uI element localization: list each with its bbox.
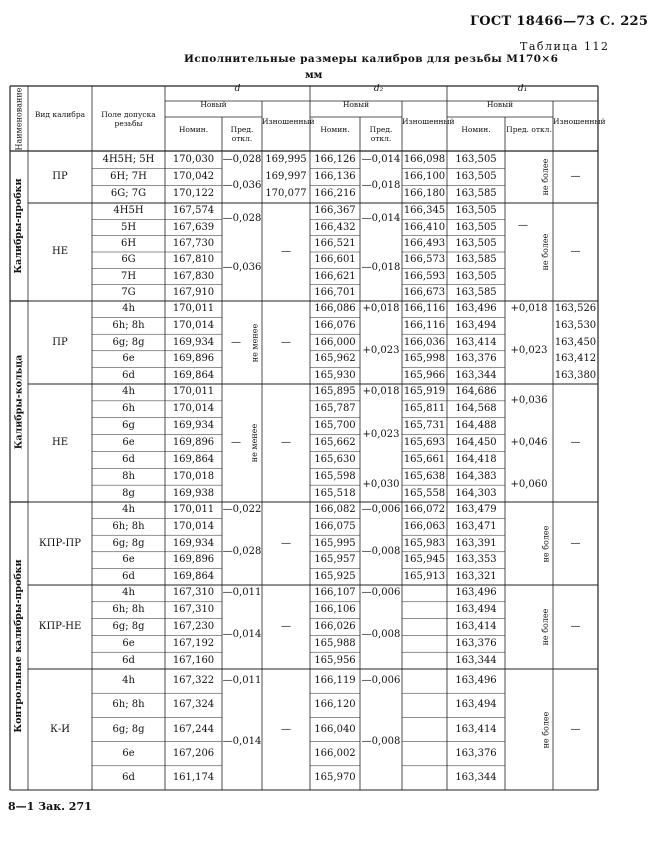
d-nomin-30: 167,160	[172, 654, 215, 666]
merged-41: +0,060	[510, 479, 548, 491]
merged-28: +0,023	[362, 428, 400, 440]
standard-header: ГОСТ 18466—73 С. 225	[470, 14, 648, 29]
merged-25: +0,018	[362, 303, 400, 315]
d-nomin-31: 167,322	[172, 675, 215, 687]
d2-worn-16: 165,731	[403, 420, 446, 432]
merged-2: —0,028	[222, 213, 262, 225]
header-novyi-1: Новый	[342, 100, 370, 109]
merged-24: —0,018	[361, 262, 401, 274]
merged-32: —0,006	[361, 587, 401, 599]
d-nomin-5: 167,730	[172, 237, 215, 249]
d-nomin-11: 169,934	[172, 336, 215, 348]
d1-nomin-21: 163,479	[455, 504, 497, 516]
tol-10: 6h; 8h	[112, 319, 145, 331]
tol-18: 6d	[122, 453, 135, 465]
d1-nomin-31: 163,496	[455, 675, 497, 687]
unit-label: мм	[305, 70, 323, 81]
d-nomin-34: 167,206	[172, 747, 215, 759]
tol-25: 6d	[122, 570, 135, 582]
merged-23: —0,014	[361, 213, 401, 225]
d2-nomin-12: 165,962	[314, 353, 356, 365]
merged-0: —0,028	[222, 153, 262, 165]
d2-worn-11: 166,036	[403, 336, 446, 348]
d1-nomin-16: 164,488	[455, 420, 497, 432]
d-nomin-15: 170,014	[172, 403, 215, 415]
d2-nomin-9: 166,086	[314, 303, 356, 315]
d2-nomin-15: 165,787	[314, 403, 356, 415]
tol-22: 6h; 8h	[112, 520, 145, 532]
d1-nomin-9: 163,496	[455, 303, 497, 315]
d1-worn-13: 163,380	[554, 369, 597, 381]
d2-worn-18: 165,661	[403, 453, 446, 465]
d2-nomin-4: 166,432	[314, 221, 356, 233]
merged-6: —0,011	[222, 587, 262, 599]
merged-36: —	[518, 220, 528, 231]
d-nomin-29: 167,192	[172, 637, 215, 649]
tol-0: 4H5H; 5H	[102, 153, 155, 165]
d2-worn-19: 165,638	[403, 470, 446, 482]
d2-nomin-17: 165,662	[314, 437, 356, 448]
d1-nomin-7: 163,505	[455, 270, 497, 282]
group-label-2: Контрольные калибры-пробки	[13, 559, 24, 733]
d2-worn-8: 166,673	[403, 286, 446, 298]
d2-nomin-35: 165,970	[314, 771, 356, 783]
d1-nomin-13: 163,344	[455, 369, 497, 381]
d-nomin-19: 170,018	[172, 470, 215, 482]
d2-worn-23: 165,983	[403, 537, 446, 549]
merged-35: —0,008	[361, 735, 401, 747]
merged-42: —	[570, 171, 581, 182]
tol-19: 8h	[122, 470, 135, 482]
d-nomin-4: 167,639	[172, 221, 215, 233]
merged-26: +0,023	[362, 344, 400, 356]
merged-3: —0,036	[222, 262, 262, 274]
d2-nomin-16: 165,700	[314, 420, 356, 432]
d1-nomin-1: 163,505	[455, 171, 497, 182]
tol-1: 6H; 7H	[110, 171, 147, 182]
d2-nomin-13: 165,930	[314, 369, 356, 381]
d2-worn-0: 166,098	[403, 153, 446, 165]
merged-33: —0,008	[361, 629, 401, 641]
merged-9: —0,014	[222, 735, 262, 747]
header-d2: d₂	[373, 83, 384, 94]
merged-34: —0,006	[361, 675, 401, 687]
d2-nomin-10: 166,076	[314, 319, 356, 331]
d1-nomin-35: 163,344	[455, 771, 497, 783]
d1-nomin-10: 163,494	[455, 319, 497, 331]
d2-nomin-34: 166,002	[314, 747, 356, 759]
merged-38: +0,023	[510, 344, 548, 356]
tol-6: 6G	[121, 254, 136, 266]
header-iznosh-1: Изношенный	[402, 117, 455, 126]
d-nomin-12: 169,896	[172, 353, 215, 365]
d-nomin-3: 167,574	[172, 205, 215, 217]
d2-worn-10: 166,116	[403, 319, 446, 331]
d2-worn-5: 166,493	[403, 237, 446, 249]
d2-nomin-33: 166,040	[314, 723, 356, 735]
tol-11: 6g; 8g	[112, 336, 145, 348]
d2-nomin-20: 165,518	[314, 487, 356, 499]
d2-worn-15: 165,811	[403, 403, 446, 415]
d1-nomin-32: 163,494	[455, 699, 497, 711]
d-nomin-21: 170,011	[172, 504, 215, 516]
header-pred-0: Пред. откл.	[230, 125, 254, 143]
tol-8: 7G	[121, 286, 136, 298]
header-novyi-0: Новый	[200, 100, 227, 109]
merged-22: —0,018	[361, 179, 401, 191]
d-nomin-24: 169,896	[172, 554, 215, 566]
d1-nomin-28: 163,414	[455, 621, 497, 632]
d1-nomin-27: 163,494	[455, 604, 497, 616]
limit-note-6: не более	[541, 711, 550, 748]
d1-nomin-15: 164,568	[455, 403, 497, 415]
d2-nomin-1: 166,136	[314, 171, 356, 182]
tol-32: 6h; 8h	[112, 699, 145, 711]
tol-35: 6d	[122, 771, 135, 783]
tol-13: 6d	[122, 369, 135, 381]
merged-19: —	[281, 621, 291, 632]
d2-nomin-31: 166,119	[314, 675, 356, 687]
tol-14: 4h	[122, 386, 135, 398]
d2-worn-7: 166,593	[403, 270, 446, 282]
d2-worn-13: 165,966	[403, 369, 446, 381]
d-nomin-25: 169,864	[172, 570, 215, 582]
d2-worn-25: 165,913	[403, 570, 446, 582]
d2-nomin-6: 166,601	[314, 254, 356, 266]
merged-4: —0,022	[222, 504, 262, 516]
merged-31: —0,008	[361, 545, 401, 557]
merged-29: +0,030	[362, 479, 400, 491]
tol-2: 6G; 7G	[110, 188, 147, 200]
limit-note-1: не менее	[250, 423, 259, 463]
d2-nomin-25: 165,925	[314, 570, 356, 582]
merged-47: —	[570, 723, 581, 735]
d-nomin-14: 170,011	[172, 386, 215, 398]
header-pred-1: Пред. откл.	[369, 125, 393, 143]
d2-nomin-21: 166,082	[314, 504, 356, 516]
header-iznosh-2: Изношенный	[553, 117, 606, 126]
header-d1: d₁	[517, 83, 528, 94]
d2-worn-14: 165,919	[403, 386, 446, 398]
merged-11: —	[231, 437, 241, 448]
tol-21: 4h	[122, 504, 135, 516]
d2-nomin-7: 166,621	[314, 270, 356, 282]
d-nomin-10: 170,014	[172, 319, 215, 331]
limit-note-0: не менее	[250, 323, 259, 362]
merged-43: —	[570, 246, 581, 257]
limit-note-2: не более	[541, 158, 550, 196]
header-pole: Поле допуска резьбы	[101, 109, 156, 128]
d2-nomin-8: 166,701	[314, 286, 356, 298]
table-number: Таблица 112	[520, 40, 610, 53]
merged-8: —0,011	[222, 675, 262, 687]
kind-label-5: КПР-НЕ	[38, 621, 82, 632]
d-nomin-8: 167,910	[172, 286, 215, 298]
table-title: Исполнительные размеры калибров для резьбы M170×6	[184, 53, 559, 65]
header-d: d	[234, 83, 241, 94]
d-nomin-35: 161,174	[172, 771, 215, 783]
tol-29: 6e	[122, 637, 135, 649]
d2-nomin-0: 166,126	[314, 153, 356, 165]
d-nomin-16: 169,934	[172, 420, 215, 432]
merged-10: —	[231, 336, 241, 348]
kind-label-3: НЕ	[51, 437, 69, 448]
d1-nomin-22: 163,471	[455, 520, 497, 532]
header-iznosh-0: Изношенный	[262, 117, 315, 126]
d1-worn-10: 163,530	[554, 319, 597, 331]
tol-28: 6g; 8g	[112, 621, 145, 632]
limit-note-5: не более	[541, 608, 550, 646]
kind-label-4: КПР-ПР	[38, 537, 82, 549]
tol-7: 7H	[120, 270, 137, 282]
d1-nomin-33: 163,414	[455, 723, 497, 735]
header-vid: Вид калибра	[34, 109, 86, 119]
d2-nomin-27: 166,106	[314, 604, 356, 616]
d1-nomin-6: 163,585	[455, 254, 497, 266]
merged-37: +0,018	[510, 303, 548, 315]
d2-nomin-29: 165,988	[314, 637, 356, 649]
d-nomin-13: 169,864	[172, 369, 215, 381]
d-nomin-6: 167,810	[172, 254, 215, 266]
tol-33: 6g; 8g	[112, 723, 145, 735]
d1-nomin-0: 163,505	[455, 153, 497, 165]
merged-30: —0,006	[361, 504, 401, 516]
d2-nomin-18: 165,630	[314, 453, 356, 465]
merged-17: —	[281, 437, 291, 448]
header-nomin-0: Номин.	[178, 125, 209, 134]
merged-13: 169,997	[265, 171, 307, 182]
d-nomin-18: 169,864	[172, 453, 215, 465]
merged-20: —	[281, 723, 291, 735]
d-nomin-2: 170,122	[172, 188, 215, 200]
merged-44: —	[570, 437, 581, 448]
d-nomin-7: 167,830	[172, 270, 215, 282]
d2-worn-20: 165,558	[403, 487, 446, 499]
tol-26: 4h	[122, 587, 135, 599]
merged-1: —0,036	[222, 179, 262, 191]
d2-nomin-2: 166,216	[314, 188, 356, 200]
d1-nomin-4: 163,505	[455, 221, 497, 233]
d2-worn-3: 166,345	[403, 205, 446, 217]
d-nomin-0: 170,030	[172, 153, 215, 165]
d-nomin-32: 167,324	[172, 699, 215, 711]
group-label-1: Калибры-кольца	[13, 354, 24, 449]
d1-nomin-23: 163,391	[455, 537, 497, 549]
d1-nomin-3: 163,505	[455, 205, 497, 217]
d2-nomin-14: 165,895	[314, 386, 356, 398]
d2-worn-24: 165,945	[403, 554, 446, 566]
tol-27: 6h; 8h	[112, 604, 145, 616]
merged-5: —0,028	[222, 545, 262, 557]
header-naimenovanie: Наименование	[14, 87, 23, 150]
d1-nomin-5: 163,505	[455, 237, 497, 249]
d1-nomin-34: 163,376	[455, 747, 497, 759]
d1-nomin-2: 163,585	[455, 188, 497, 200]
d2-worn-21: 166,072	[403, 504, 446, 516]
d1-nomin-18: 164,418	[455, 453, 497, 465]
merged-7: —0,014	[222, 629, 262, 641]
tol-23: 6g; 8g	[112, 537, 145, 549]
d-nomin-9: 170,011	[172, 303, 215, 315]
d1-nomin-11: 163,414	[455, 336, 497, 348]
d2-worn-17: 165,693	[403, 437, 446, 448]
tol-5: 6H	[120, 237, 137, 249]
header-nomin-1: Номин.	[320, 125, 350, 134]
d2-nomin-26: 166,107	[314, 587, 356, 599]
footer-note: 8—1 Зак. 271	[8, 800, 92, 813]
d2-worn-1: 166,100	[403, 171, 446, 182]
merged-14: 170,077	[265, 188, 307, 200]
merged-12: 169,995	[265, 153, 307, 165]
merged-18: —	[281, 537, 291, 549]
tol-16: 6g	[122, 420, 135, 432]
tol-3: 4H5H	[113, 205, 144, 217]
d-nomin-22: 170,014	[172, 520, 215, 532]
tol-17: 6e	[122, 437, 135, 448]
d1-nomin-20: 164,303	[455, 487, 497, 499]
header-nomin-2: Номин.	[461, 125, 491, 134]
d-nomin-27: 167,310	[172, 604, 215, 616]
d2-worn-22: 166,063	[403, 520, 446, 532]
d1-nomin-8: 163,585	[455, 286, 497, 298]
d1-nomin-19: 164,383	[455, 470, 497, 482]
d1-nomin-14: 164,686	[455, 386, 497, 398]
tol-4: 5H	[120, 221, 137, 233]
group-label-0: Калибры-пробки	[13, 178, 24, 274]
merged-21: —0,014	[361, 153, 401, 165]
d-nomin-20: 169,938	[172, 487, 215, 499]
d-nomin-28: 167,230	[172, 621, 215, 632]
d1-nomin-25: 163,321	[455, 570, 497, 582]
kind-label-0: ПР	[52, 171, 68, 182]
tol-34: 6e	[122, 747, 135, 759]
d-nomin-23: 169,934	[172, 537, 215, 549]
d2-nomin-32: 166,120	[314, 699, 356, 711]
d-nomin-1: 170,042	[172, 171, 215, 182]
d1-nomin-29: 163,376	[455, 637, 497, 649]
d2-worn-12: 165,998	[403, 353, 446, 365]
d-nomin-33: 167,244	[172, 723, 215, 735]
kind-label-2: ПР	[52, 336, 68, 348]
d2-nomin-24: 165,957	[314, 554, 356, 566]
d-nomin-26: 167,310	[172, 587, 215, 599]
d2-worn-4: 166,410	[403, 221, 446, 233]
d2-nomin-30: 165,956	[314, 654, 356, 666]
d2-nomin-3: 166,367	[314, 205, 356, 217]
d2-nomin-19: 165,598	[314, 470, 356, 482]
d-nomin-17: 169,896	[172, 437, 215, 448]
d2-nomin-22: 166,075	[314, 520, 356, 532]
d1-worn-11: 163,450	[554, 336, 597, 348]
kind-label-1: НЕ	[51, 246, 69, 257]
merged-46: —	[570, 621, 581, 632]
kind-label-6: К-И	[50, 723, 70, 735]
d1-nomin-17: 164,450	[455, 437, 497, 448]
header-pred-2: Пред. откл.	[506, 125, 552, 134]
d2-nomin-5: 166,521	[314, 237, 356, 249]
d1-nomin-12: 163,376	[455, 353, 497, 365]
d2-nomin-23: 165,995	[314, 537, 356, 549]
merged-16: —	[281, 336, 291, 348]
tol-12: 6e	[122, 353, 135, 365]
header-novyi-2: Новый	[486, 100, 514, 109]
tol-15: 6h	[122, 403, 135, 415]
d1-nomin-26: 163,496	[455, 587, 497, 599]
tol-9: 4h	[122, 303, 135, 315]
d2-worn-2: 166,180	[403, 188, 446, 200]
tol-24: 6e	[122, 554, 135, 566]
merged-45: —	[570, 537, 581, 549]
merged-27: +0,018	[362, 386, 400, 398]
tol-20: 8g	[122, 487, 135, 499]
d1-worn-9: 163,526	[554, 303, 597, 315]
d1-nomin-30: 163,344	[455, 654, 497, 666]
merged-39: +0,036	[510, 394, 548, 406]
d2-nomin-28: 166,026	[314, 621, 356, 632]
d2-worn-9: 166,116	[403, 303, 446, 315]
tol-30: 6d	[122, 654, 135, 666]
merged-15: —	[281, 246, 291, 257]
d2-nomin-11: 166,000	[314, 336, 356, 348]
tol-31: 4h	[122, 675, 135, 687]
d2-worn-6: 166,573	[403, 254, 446, 266]
d1-worn-12: 163,412	[554, 353, 597, 365]
limit-note-4: не более	[541, 525, 550, 562]
merged-40: +0,046	[510, 437, 548, 448]
d1-nomin-24: 163,353	[455, 554, 497, 566]
limit-note-3: не более	[541, 233, 550, 271]
